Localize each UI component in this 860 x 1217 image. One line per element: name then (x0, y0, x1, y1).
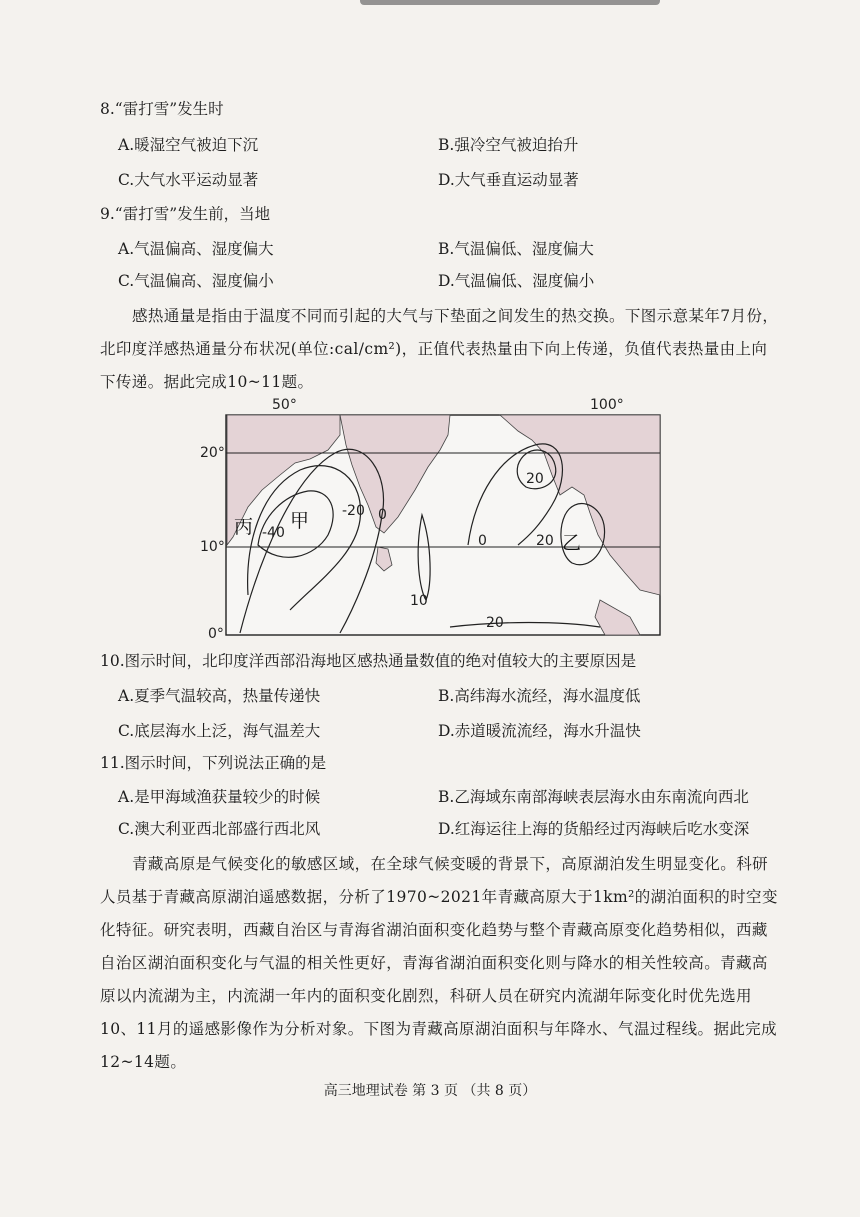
contour-label: -40 (262, 525, 285, 541)
intro-paragraph-12-14: 青藏高原是气候变化的敏感区域，在全球气候变暖的背景下，高原湖泊发生明显变化。科研人员基于青藏高原湖泊遥感数据，分析了1970~2021年青藏高原大于1km²的湖泊面积的时空变化特征。研究表明，西藏自治区与青海省湖泊面积变化趋势与整个青藏高原变化趋势相似，西藏自治区湖泊面积变化与气温的相关性更好，青海省湖泊面积变化则与降水的相关性较高。青藏高原以内流湖为主，内流湖一年内的面积变化剧烈，科研人员在研究内流湖年际变化时优先选用10、11月的遥感影像作为分析对象。下图为青藏高原湖泊面积与年降水、气温过程线。据此完成12~14题。 (100, 855, 778, 1071)
contour-label: 0 (378, 507, 387, 523)
q8-option-d: D.大气垂直运动显著 (438, 171, 579, 189)
point-label-jia: 甲 (290, 510, 310, 532)
intro-paragraph-10-11: 感热通量是指由于温度不同而引起的大气与下垫面之间发生的热交换。下图示意某年7月份，北印度洋感热通量分布状况(单位:cal/cm²)，正值代表热量由下向上传递，负值代表热量由上向下传递。据此完成10~11题。 (100, 307, 779, 391)
q9-option-a: A.气温偏高、湿度偏大 (118, 240, 274, 258)
q11-option-c: C.澳大利亚西北部盛行西北风 (118, 820, 321, 838)
q10-option-b: B.高纬海水流经，海水温度低 (438, 687, 641, 705)
contour-label: 20 (536, 533, 554, 549)
q10-stem: 10.图示时间，北印度洋西部沿海地区感热通量数值的绝对值较大的主要原因是 (100, 652, 637, 670)
q10-option-c: C.底层海水上泛，海气温差大 (118, 722, 321, 740)
contour-label: -20 (342, 503, 365, 519)
q9-option-c: C.气温偏高、湿度偏小 (118, 272, 274, 290)
lat-tick-label: 10° (200, 539, 225, 555)
q10-option-d: D.赤道暖流流经，海水升温快 (438, 722, 641, 740)
q9-stem: 9.“雷打雪”发生前，当地 (100, 205, 271, 223)
contour-label: 20 (526, 471, 544, 487)
q8-option-b: B.强冷空气被迫抬升 (438, 136, 579, 154)
point-label-yi: 乙 (562, 532, 582, 554)
contour-label: 0 (478, 533, 487, 549)
lat-tick-label: 20° (200, 445, 225, 461)
page-footer: 高三地理试卷 第 3 页 （共 8 页） (323, 1083, 537, 1099)
q10-option-a: A.夏季气温较高，热量传递快 (118, 687, 321, 705)
scan-edge-mark (360, 0, 660, 5)
lon-tick-label: 50° (272, 397, 297, 413)
q8-option-c: C.大气水平运动显著 (118, 171, 259, 189)
q9-option-d: D.气温偏低、湿度偏小 (438, 272, 595, 290)
q11-option-d: D.红海运往上海的货船经过丙海峡后吃水变深 (438, 820, 750, 838)
contour-label: 10 (410, 593, 428, 609)
q8-option-a: A.暖湿空气被迫下沉 (118, 136, 259, 154)
q9-option-b: B.气温偏低、湿度偏大 (438, 240, 594, 258)
contour-label: 20 (486, 615, 504, 631)
sensible-heat-flux-map (200, 395, 680, 645)
lon-tick-label: 100° (590, 397, 624, 413)
q11-option-b: B.乙海域东南部海峡表层海水由东南流向西北 (438, 788, 749, 806)
q8-stem: 8.“雷打雪”发生时 (100, 100, 224, 118)
point-label-bing: 丙 (234, 516, 254, 538)
q11-stem: 11.图示时间，下列说法正确的是 (100, 754, 327, 772)
lat-tick-label: 0° (208, 626, 224, 642)
q11-option-a: A.是甲海域渔获量较少的时候 (118, 788, 321, 806)
